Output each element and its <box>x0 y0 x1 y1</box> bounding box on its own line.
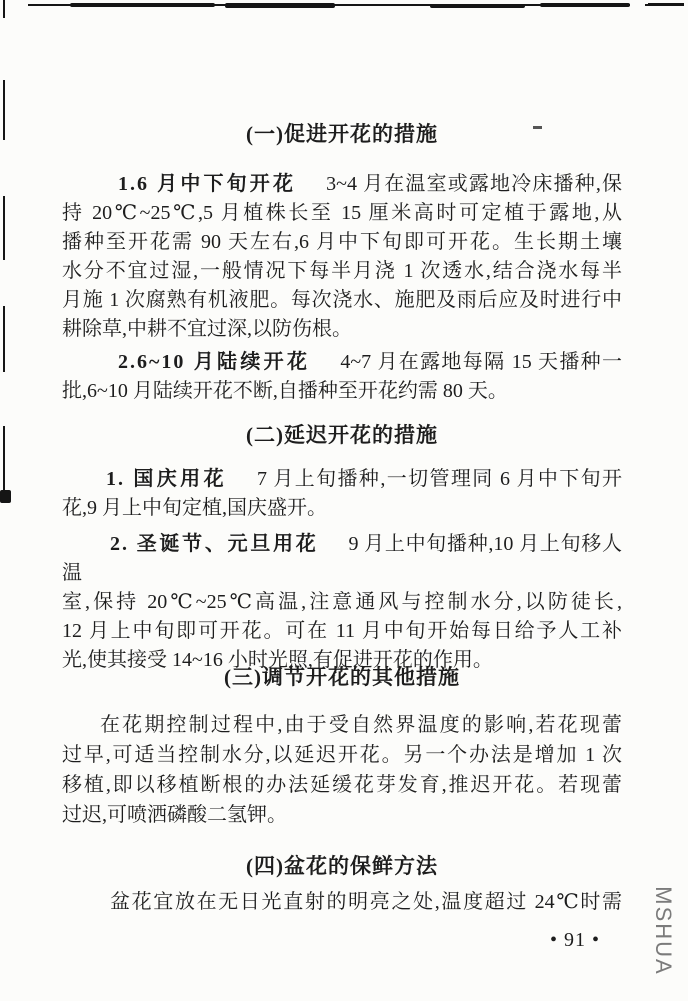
paragraph-4 <box>62 530 622 675</box>
paragraph-lead: 1.6 月中下旬开花 <box>118 173 297 195</box>
paragraph-lead: 2.6~10 月陆续开花 <box>118 351 311 373</box>
paragraph-lead: 2. 圣诞节、元旦用花 <box>110 533 319 555</box>
text-line: 持 20℃~25℃,5 月植株长至 15 厘米高时可定植于露地,从 <box>62 202 622 224</box>
paragraph-2 <box>62 348 622 406</box>
text-line: 耕除草,中耕不宜过深,以防伤根。 <box>62 318 352 340</box>
watermark: MSHUA <box>651 886 676 976</box>
text-line: 在花期控制过程中,由于受自然界温度的影响,若花现蕾 <box>100 714 622 736</box>
text-line: 播种至开花需 90 天左右,6 月中下旬即可开花。生长期土壤 <box>62 231 622 253</box>
text-line: 过早,可适当控制水分,以延迟开花。另一个办法是增加 1 次 <box>62 744 622 766</box>
text-line: 盆花宜放在无日光直射的明亮之处,温度超过 24℃时需 <box>110 891 622 913</box>
section-heading-3: (三)调节开花的其他措施 <box>224 665 460 689</box>
section-heading-4: (四)盆花的保鲜方法 <box>246 854 438 878</box>
paragraph-5 <box>62 710 622 830</box>
text-line: 2.6~10 月陆续开花 4~7 月在露地每隔 15 天播种一 <box>118 351 622 373</box>
text-line: 12 月上中旬即可开花。可在 11 月中旬开始每日给予人工补 <box>62 620 622 642</box>
text-line: 月施 1 次腐熟有机液肥。每次浇水、施肥及雨后应及时进行中 <box>62 289 622 311</box>
text-line: 1.6 月中下旬开花 3~4 月在温室或露地冷床播种,保 <box>118 173 622 195</box>
text-line: 2. 圣诞节、元旦用花 9 月上中旬播种,10 月上旬移人温 <box>62 533 622 584</box>
text-line: 花,9 月上中旬定植,国庆盛开。 <box>62 497 327 519</box>
text-line: 水分不宜过湿,一般情况下每半月浇 1 次透水,结合浇水每半 <box>62 260 622 282</box>
section-heading-1: (一)促进开花的措施 <box>246 122 438 146</box>
text-line: 移植,即以移植断根的办法延缓花芽发育,推迟开花。若现蕾 <box>62 774 622 796</box>
text-line: 室,保持 20℃~25℃高温,注意通风与控制水分,以防徒长, <box>62 591 622 613</box>
text-line: 批,6~10 月陆续开花不断,自播种至开花约需 80 天。 <box>62 380 508 402</box>
paragraph-1 <box>62 170 622 344</box>
section-heading-2: (二)延迟开花的措施 <box>246 423 438 447</box>
text-line: 光,使其接受 14~16 小时光照,有促进开花的作用。 <box>62 649 493 671</box>
text-line: 过迟,可喷洒磷酸二氢钾。 <box>62 804 287 826</box>
text-line: 1. 国庆用花 7 月上旬播种,一切管理同 6 月中下旬开 <box>106 468 622 490</box>
page-number: • 91 • <box>549 929 600 951</box>
paragraph-3 <box>62 465 622 523</box>
paragraph-6 <box>62 888 622 917</box>
paragraph-lead: 1. 国庆用花 <box>106 468 227 490</box>
